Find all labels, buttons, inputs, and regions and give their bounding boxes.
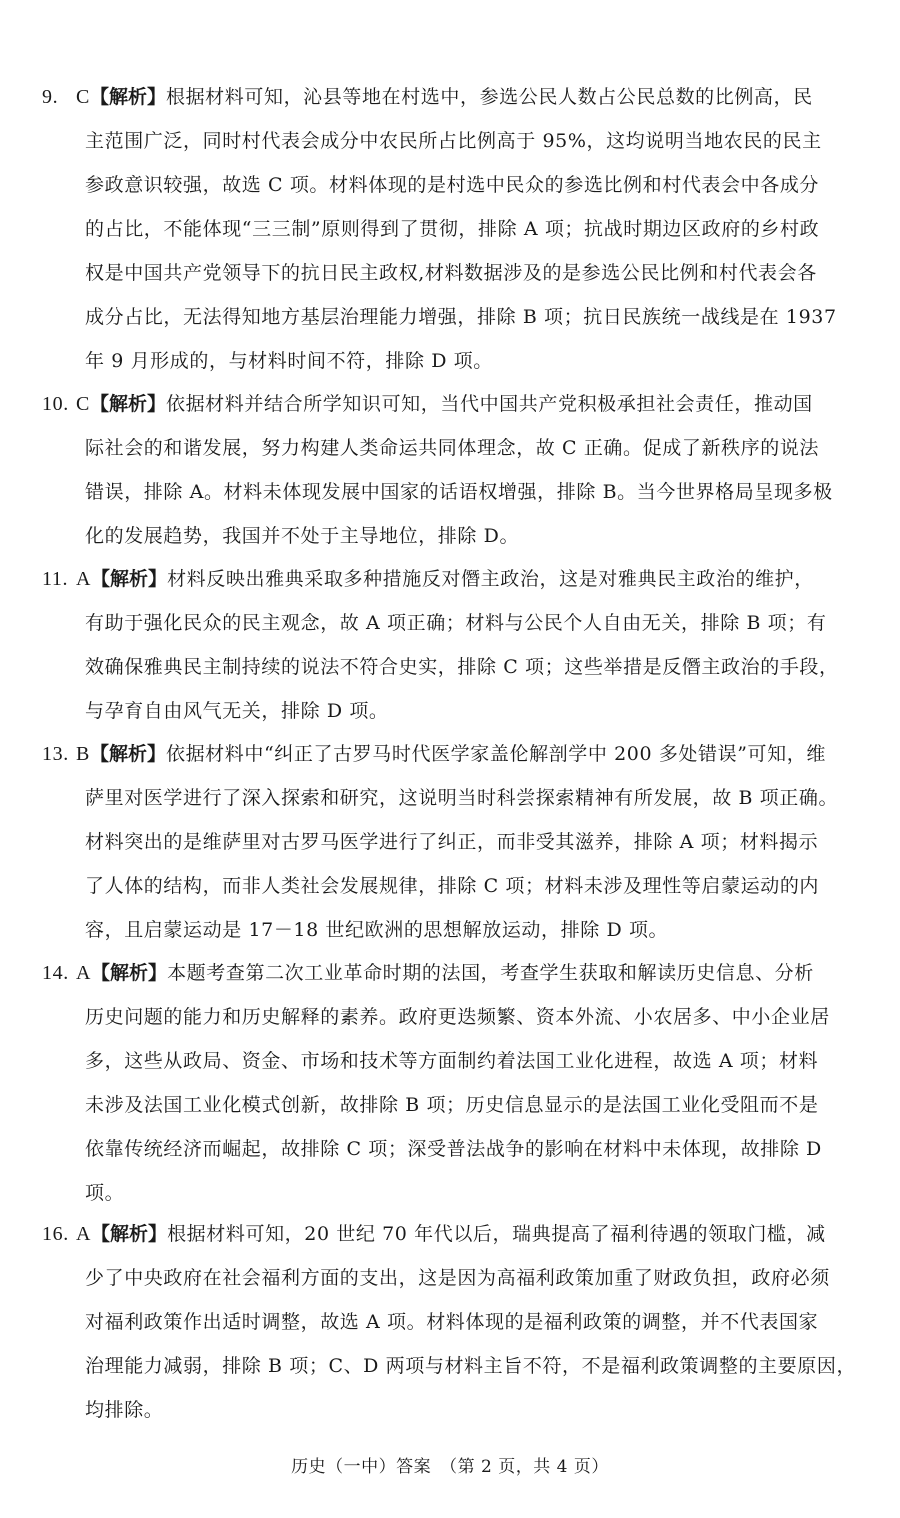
answer-text-line: 有助于强化民众的民主观念，故 A 项正确；材料与公民个人自由无关，排除 B 项；有	[85, 612, 827, 634]
answer-first-line	[42, 732, 860, 776]
answer-text-line: 参政意识较强，故选 C 项。材料体现的是村选中民众的参选比例和村代表会中各成分	[85, 174, 820, 196]
answer-text-line: 权是中国共产党领导下的抗日民主政权,材料数据涉及的是参选公民比例和村代表会各	[85, 262, 817, 284]
answer-item-16	[42, 1212, 860, 1432]
answer-text-line: 效确保雅典民主制持续的说法不符合史实，排除 C 项；这些举措是反僭主政治的手段，	[85, 656, 839, 678]
answer-text-line: 少了中央政府在社会福利方面的支出，这是因为高福利政策加重了财政负担，政府必须	[85, 1267, 830, 1289]
question-number: 10.	[42, 393, 69, 415]
answer-text-line: 的占比，不能体现“三三制”原则得到了贯彻，排除 A 项；抗战时期边区政府的乡村政	[85, 218, 820, 240]
analysis-tag: 【解析】	[89, 393, 166, 415]
answer-text: 本题考查第二次工业革命时期的法国，考查学生获取和解读历史信息、分析	[167, 962, 814, 984]
answer-choice: C	[76, 393, 90, 415]
analysis-tag: 【解析】	[91, 962, 168, 984]
answer-text-line: 际社会的和谐发展，努力构建人类命运共同体理念，故 C 正确。促成了新秩序的说法	[85, 437, 820, 459]
answer-text-line: 多，这些从政局、资金、市场和技术等方面制约着法国工业化进程，故选 A 项；材料	[85, 1050, 819, 1072]
analysis-tag: 【解析】	[89, 86, 166, 108]
page-footer: 历史（一中）答案 （第 2 页，共 4 页）	[291, 1457, 609, 1477]
answer-choice: A	[76, 962, 92, 984]
answer-text-line: 化的发展趋势，我国并不处于主导地位，排除 D。	[85, 525, 520, 547]
answer-choice: C	[76, 86, 90, 108]
analysis-tag: 【解析】	[89, 743, 166, 765]
answer-text-line: 项。	[85, 1182, 125, 1204]
answer-item-13	[42, 732, 860, 952]
answer-item-11	[42, 557, 860, 733]
answer-text-line: 治理能力减弱，排除 B 项；C、D 两项与材料主旨不符，不是福利政策调整的主要原因，	[85, 1355, 857, 1377]
answer-text-line: 了人体的结构，而非人类社会发展规律，排除 C 项；材料未涉及理性等启蒙运动的内	[85, 875, 820, 897]
question-number: 14.	[42, 962, 69, 984]
answer-text-line: 依靠传统经济而崛起，故排除 C 项；深受普法战争的影响在材料中未体现，故排除 D	[85, 1138, 822, 1160]
answer-text-line: 未涉及法国工业化模式创新，故排除 B 项；历史信息显示的是法国工业化受阻而不是	[85, 1094, 819, 1116]
answer-first-line	[42, 557, 860, 601]
answer-item-14	[42, 951, 860, 1215]
answer-text-line: 容，且启蒙运动是 17－18 世纪欧洲的思想解放运动，排除 D 项。	[85, 919, 669, 941]
answer-text-line: 均排除。	[85, 1399, 164, 1421]
answer-text-line: 与孕育自由风气无关，排除 D 项。	[85, 700, 389, 722]
answer-text-line: 历史问题的能力和历史解释的素养。政府更迭频繁、资本外流、小农居多、中小企业居	[85, 1006, 830, 1028]
question-number: 11.	[42, 568, 69, 590]
answer-text: 根据材料可知，沁县等地在村选中，参选公民人数占公民总数的比例高，民	[165, 86, 813, 108]
answer-text-line: 错误，排除 A。材料未体现发展中国家的话语权增强，排除 B。当今世界格局呈现多极	[85, 481, 833, 503]
answer-text: 材料反映出雅典采取多种措施反对僭主政治，这是对雅典民主政治的维护，	[167, 568, 814, 590]
answer-text-line: 萨里对医学进行了深入探索和研究，这说明当时科尝探索精神有所发展，故 B 项正确。	[85, 787, 839, 809]
answer-text: 依据材料并结合所学知识可知，当代中国共产党积极承担社会责任，推动国	[165, 393, 813, 415]
answer-first-line	[42, 75, 860, 119]
answer-text-line: 年 9 月形成的，与材料时间不符，排除 D 项。	[85, 350, 493, 372]
answer-item-9	[42, 75, 860, 383]
answer-first-line	[42, 951, 860, 995]
answer-text-line: 对福利政策作出适时调整，故选 A 项。材料体现的是福利政策的调整，并不代表国家	[85, 1311, 819, 1333]
answer-text-line: 主范围广泛，同时村代表会成分中农民所占比例高于 95%，这均说明当地农民的民主	[85, 130, 822, 152]
question-number: 9.	[42, 86, 59, 108]
answer-choice: B	[76, 743, 90, 765]
analysis-tag: 【解析】	[91, 1223, 168, 1245]
answer-text-line: 材料突出的是维萨里对古罗马医学进行了纠正，而非受其滋养，排除 A 项；材料揭示	[85, 831, 819, 853]
answer-first-line	[42, 1212, 860, 1256]
question-number: 16.	[42, 1223, 69, 1245]
answer-text: 根据材料可知，20 世纪 70 年代以后，瑞典提高了福利待遇的领取门槛，减	[167, 1223, 826, 1245]
answer-item-10	[42, 382, 860, 558]
answer-choice: A	[76, 1223, 92, 1245]
answer-text: 依据材料中“纠正了古罗马时代医学家盖伦解剖学中 200 多处错误”可知，维	[165, 743, 826, 765]
answer-choice: A	[76, 568, 92, 590]
analysis-tag: 【解析】	[91, 568, 168, 590]
answer-first-line	[42, 382, 860, 426]
question-number: 13.	[42, 743, 69, 765]
answer-text-line: 成分占比，无法得知地方基层治理能力增强，排除 B 项；抗日民族统一战线是在 1937	[85, 306, 837, 328]
